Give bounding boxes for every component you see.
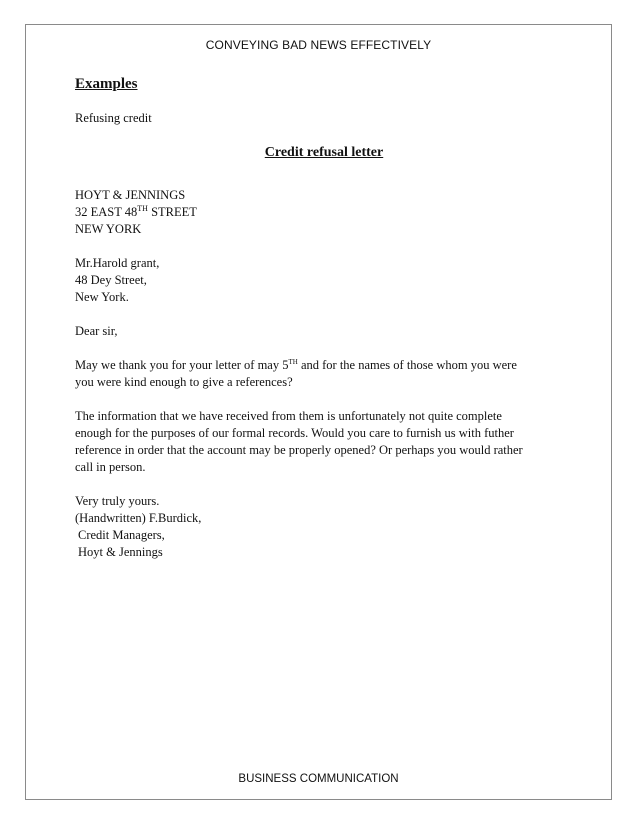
closing-line-4: Hoyt & Jennings: [78, 545, 163, 559]
sender-street: [75, 204, 575, 221]
paragraph-1-line-1-suffix: and for the names of those whom you were: [297, 358, 517, 372]
paragraph-2: [75, 408, 575, 476]
paragraph-1-line-1-prefix: May we thank you for your letter of may 5: [75, 358, 289, 372]
sender-street-sup: TH: [137, 203, 148, 213]
recipient-street: 48 Dey Street,: [75, 273, 147, 287]
document-body: [75, 74, 575, 561]
letter-title: Credit refusal letter: [264, 145, 384, 160]
sender-street-prefix: 32 EAST 48: [75, 205, 138, 219]
paragraph-1-line-2: you were kind enough to give a references?: [75, 375, 293, 389]
recipient-address: [75, 255, 575, 306]
paragraph-1: [75, 357, 575, 391]
recipient-name: Mr.Harold grant,: [75, 256, 160, 270]
closing-line-3: Credit Managers,: [78, 528, 165, 542]
page-footer: BUSINESS COMMUNICATION: [238, 773, 399, 785]
closing: [75, 493, 575, 561]
closing-line-1: Very truly yours.: [75, 494, 160, 508]
salutation: Dear sir,: [75, 324, 118, 338]
section-heading: Examples: [75, 76, 138, 92]
closing-line-2: (Handwritten) F.Burdick,: [75, 511, 202, 525]
section-subheading: Refusing credit: [75, 111, 152, 125]
sender-name: HOYT & JENNINGS: [75, 188, 186, 202]
paragraph-2-line-3: reference in order that the account may be properly opened? Or perhaps you would rather: [75, 443, 523, 457]
sender-address: [75, 187, 575, 238]
paragraph-2-line-1: The information that we have received from them is unfortunately not quite complete: [75, 409, 502, 423]
page-header: CONVEYING BAD NEWS EFFECTIVELY: [205, 38, 432, 52]
paragraph-2-line-2: enough for the purposes of our formal records. Would you care to furnish us with futher: [75, 426, 514, 440]
paragraph-2-line-4: call in person.: [75, 460, 146, 474]
paragraph-1-line-1-sup: TH: [288, 357, 298, 366]
sender-street-suffix: STREET: [147, 205, 197, 219]
sender-city: NEW YORK: [75, 222, 142, 236]
recipient-city: New York.: [75, 290, 129, 304]
paragraph-1-line-1: [75, 357, 575, 374]
